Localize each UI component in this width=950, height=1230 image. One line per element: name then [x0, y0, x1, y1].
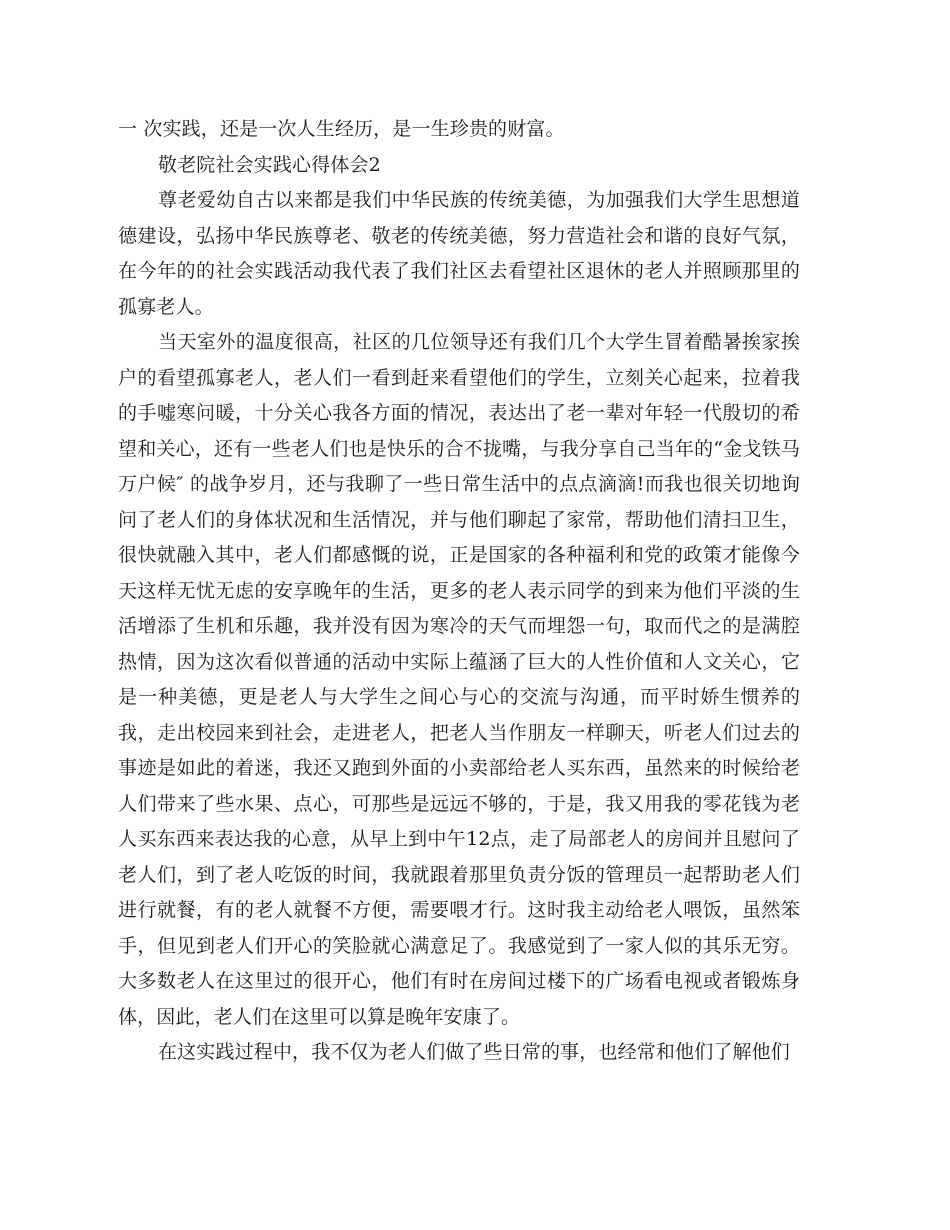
paragraph-continuation: 一 次实践，还是一次人生经历，是一生珍贵的财富。	[118, 118, 565, 140]
paragraph: 当天室外的温度很高，社区的几位领导还有我们几个大学生冒着酷暑挨家挨户的看望孤寡老人，老人们一看到赶来看望他们的学生，立刻关心起来，拉着我的手嘘寒问暖，十分关心我各方面的情况，表达出了老一辈对年轻一代殷切的希望和关心，还有一些老人们也是快乐的合不拢嘴，与我分享自己当年的“金戈铁马万户候″ 的战争岁月，还与我聊了一些日常生活中的点点滴滴!而我也很关切地询问了老人们的身体状况和生活情况，并与他们聊起了家常，帮助他们清扫卫生，很快就融入其中，老人们都感慨的说，正是国家的各种福利和党的政策才能像今天这样无忧无虑的安享晚年的生活，更多的老人表示同学的到来为他们平淡的生活增添了生机和乐趣，我并没有因为寒冷的天气而埋怨一句，取而代之的是满腔热情，因为这次看似普通的活动中实际上蕴涵了巨大的人性价值和人文关心，它是一种美德，更是老人与大学生之间心与心的交流与沟通，而平时娇生惯养的我，走出校园来到社会，走进老人，把老人当作朋友一样聊天，听老人们过去的事迹是如此的着迷，我还又跑到外面的小卖部给老人买东西，虽然来的时候给老人们带来了些水果、点心，可那些是远远不够的，于是，我又用我的零花钱为老人买东西来表达我的心意，从早上到中午12点，走了局部老人的房间并且慰问了老人们，到了老人吃饭的时间，我就跟着那里负责分饭的管理员一起帮助老人们进行就餐，有的老人就餐不方便，需要喂才行。这时我主动给老人喂饭，虽然笨手，但见到老人们开心的笑脸就心满意足了。我感觉到了一家人似的其乐无穷。大多数老人在这里过的很开心，他们有时在房间过楼下的广场看电视或者锻炼身体，因此，老人们在这里可以算是晚年安康了。	[118, 331, 800, 1028]
section-heading: 敬老院社会实践心得体会2	[158, 153, 381, 176]
document-body	[118, 112, 800, 1071]
paragraph: 尊老爱幼自古以来都是我们中华民族的传统美德，为加强我们大学生思想道德建设，弘扬中华民族尊老、敬老的传统美德，努力营造社会和谐的良好气氛，在今年的的社会实践活动我代表了我们社区去看望社区退休的老人并照顾那里的孤寡老人。	[118, 189, 800, 318]
paragraph: 在这实践过程中，我不仅为老人们做了些日常的事，也经常和他们了解他们	[158, 1041, 790, 1063]
